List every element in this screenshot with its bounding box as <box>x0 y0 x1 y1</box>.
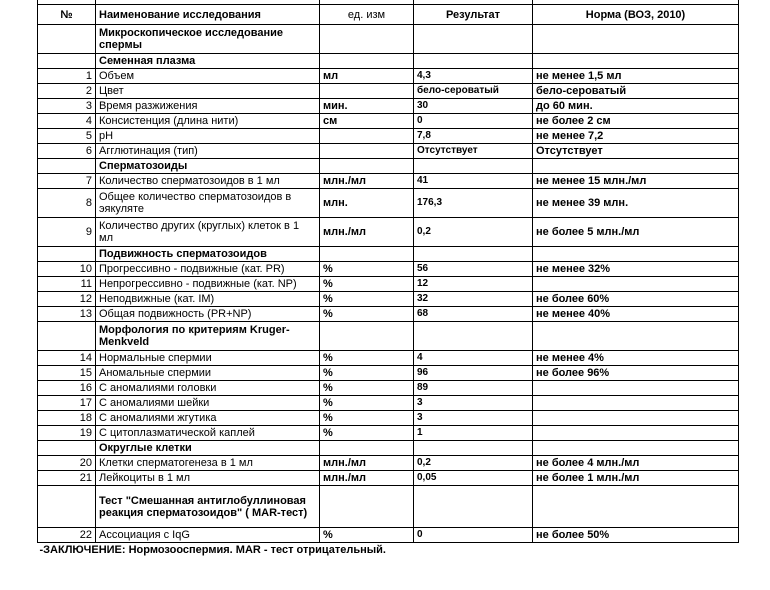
cell-norm: бело-сероватый <box>533 84 739 99</box>
cell-norm: не менее 32% <box>533 262 739 277</box>
table-row <box>38 528 739 543</box>
cell-number: 15 <box>38 366 96 381</box>
cell-result: 4,3 <box>414 69 533 84</box>
section-row <box>38 25 739 54</box>
cell-name: Время разжижения <box>96 99 320 114</box>
cell-unit: млн./мл <box>320 174 414 189</box>
table-row <box>38 366 739 381</box>
conclusion-row <box>38 543 739 558</box>
cell-unit: см <box>320 114 414 129</box>
section-row <box>38 322 739 351</box>
cell-name: Цвет <box>96 84 320 99</box>
cell-name: Количество других (круглых) клеток в 1 мл <box>96 218 320 247</box>
cell-norm: не менее 1,5 мл <box>533 69 739 84</box>
table-row <box>38 307 739 322</box>
results-sheet <box>37 0 738 557</box>
cell-unit: млн. <box>320 189 414 218</box>
header-no: № <box>38 5 96 25</box>
cell-norm <box>533 426 739 441</box>
cell-number: 7 <box>38 174 96 189</box>
cell-number: 14 <box>38 351 96 366</box>
cell-number: 4 <box>38 114 96 129</box>
cell-norm: до 60 мин. <box>533 99 739 114</box>
cell-number: 9 <box>38 218 96 247</box>
cell-name: С аномалиями жгутика <box>96 411 320 426</box>
section-row <box>38 247 739 262</box>
cell-number: 20 <box>38 456 96 471</box>
cell-unit: % <box>320 426 414 441</box>
cell-number: 10 <box>38 262 96 277</box>
cell-unit <box>320 247 414 262</box>
cell-result <box>414 247 533 262</box>
header-norm: Норма (ВОЗ, 2010) <box>533 5 739 25</box>
cell-unit: % <box>320 307 414 322</box>
cell-norm <box>533 247 739 262</box>
cell-norm: не менее 4% <box>533 351 739 366</box>
table-row <box>38 129 739 144</box>
conclusion-text: -ЗАКЛЮЧЕНИЕ: Нормозооспермия. MAR - тест отрицательный. <box>38 543 739 558</box>
section-title: Морфология по критериям Kruger-Menkveld <box>96 322 320 351</box>
table-row <box>38 218 739 247</box>
cell-number: 6 <box>38 144 96 159</box>
cell-number: 17 <box>38 396 96 411</box>
table-row <box>38 144 739 159</box>
cell-result: 30 <box>414 99 533 114</box>
table-row <box>38 456 739 471</box>
cell-norm <box>533 322 739 351</box>
cell-result: 96 <box>414 366 533 381</box>
cell-number <box>38 25 96 54</box>
cell-number: 2 <box>38 84 96 99</box>
cell-result: 1 <box>414 426 533 441</box>
section-row <box>38 441 739 456</box>
cell-norm <box>533 396 739 411</box>
cell-number: 18 <box>38 411 96 426</box>
cell-name: Консистенция (длина нити) <box>96 114 320 129</box>
cell-name: Неподвижные (кат. IM) <box>96 292 320 307</box>
cell-name: Общая подвижность (PR+NP) <box>96 307 320 322</box>
cell-norm: не менее 7,2 <box>533 129 739 144</box>
cell-unit: % <box>320 262 414 277</box>
cell-unit <box>320 25 414 54</box>
cell-name: С аномалиями головки <box>96 381 320 396</box>
cell-name: Нормальные спермии <box>96 351 320 366</box>
cell-unit: % <box>320 366 414 381</box>
cell-name: Агглютинация (тип) <box>96 144 320 159</box>
cell-number: 1 <box>38 69 96 84</box>
cell-result: 0,2 <box>414 218 533 247</box>
cell-norm <box>533 381 739 396</box>
cell-number <box>38 159 96 174</box>
cell-result: 12 <box>414 277 533 292</box>
cell-unit <box>320 441 414 456</box>
cell-name: Общее количество сперматозоидов в эякуляте <box>96 189 320 218</box>
cell-norm: не более 5 млн./мл <box>533 218 739 247</box>
cell-result: 3 <box>414 411 533 426</box>
cell-name: С цитоплазматической каплей <box>96 426 320 441</box>
cell-norm <box>533 159 739 174</box>
cell-result: 3 <box>414 396 533 411</box>
cell-norm <box>533 486 739 528</box>
section-title: Подвижность сперматозоидов <box>96 247 320 262</box>
header-row <box>38 5 739 25</box>
section-row <box>38 486 739 528</box>
cell-number <box>38 247 96 262</box>
section-title: Тест "Смешанная антиглобуллиновая реакция сперматозоидов" ( MAR-тест) <box>96 486 320 528</box>
section-title: Округлые клетки <box>96 441 320 456</box>
cell-result <box>414 486 533 528</box>
cell-number: 16 <box>38 381 96 396</box>
cell-norm: не более 96% <box>533 366 739 381</box>
cell-unit: млн./мл <box>320 456 414 471</box>
section-title: Микроскопическое исследование спермы <box>96 25 320 54</box>
cell-number <box>38 486 96 528</box>
cell-number: 3 <box>38 99 96 114</box>
cell-unit: мл <box>320 69 414 84</box>
cell-result: 0 <box>414 114 533 129</box>
cell-result: 89 <box>414 381 533 396</box>
cell-unit <box>320 54 414 69</box>
cell-norm: не менее 15 млн./мл <box>533 174 739 189</box>
cell-unit <box>320 159 414 174</box>
cell-norm: не более 60% <box>533 292 739 307</box>
cell-result: 0,2 <box>414 456 533 471</box>
cell-name: Непрогрессивно - подвижные (кат. NP) <box>96 277 320 292</box>
cell-norm: не более 50% <box>533 528 739 543</box>
table-row <box>38 189 739 218</box>
cell-unit: % <box>320 381 414 396</box>
cell-result: 32 <box>414 292 533 307</box>
cell-unit <box>320 84 414 99</box>
table-row <box>38 99 739 114</box>
table-row <box>38 84 739 99</box>
table-row <box>38 396 739 411</box>
cell-number: 8 <box>38 189 96 218</box>
cell-number: 5 <box>38 129 96 144</box>
cell-unit <box>320 486 414 528</box>
cell-number: 22 <box>38 528 96 543</box>
cell-name: С аномалиями шейки <box>96 396 320 411</box>
cell-name: Количество сперматозоидов в 1 мл <box>96 174 320 189</box>
cell-norm: Отсутствует <box>533 144 739 159</box>
cell-result: 4 <box>414 351 533 366</box>
cell-norm: не более 4 млн./мл <box>533 456 739 471</box>
cell-name: pH <box>96 129 320 144</box>
cell-norm <box>533 54 739 69</box>
cell-number <box>38 322 96 351</box>
cell-number: 13 <box>38 307 96 322</box>
cell-unit: млн./мл <box>320 471 414 486</box>
cell-name: Прогрессивно - подвижные (кат. PR) <box>96 262 320 277</box>
cell-norm <box>533 441 739 456</box>
cell-norm <box>533 277 739 292</box>
cell-name: Клетки сперматогенеза в 1 мл <box>96 456 320 471</box>
results-table <box>37 0 739 557</box>
cell-norm: не менее 39 млн. <box>533 189 739 218</box>
header-result: Результат <box>414 5 533 25</box>
cell-unit: % <box>320 277 414 292</box>
cell-number: 19 <box>38 426 96 441</box>
table-row <box>38 174 739 189</box>
cell-norm: не более 2 см <box>533 114 739 129</box>
cell-unit: % <box>320 411 414 426</box>
cell-number: 12 <box>38 292 96 307</box>
cell-result: 56 <box>414 262 533 277</box>
cell-result <box>414 322 533 351</box>
cell-unit: % <box>320 396 414 411</box>
table-row <box>38 69 739 84</box>
cell-unit <box>320 129 414 144</box>
cell-result: бело-сероватый <box>414 84 533 99</box>
cell-name: Аномальные спермии <box>96 366 320 381</box>
cell-number: 11 <box>38 277 96 292</box>
cell-number <box>38 441 96 456</box>
table-row <box>38 351 739 366</box>
cell-result: 0,05 <box>414 471 533 486</box>
cell-result <box>414 159 533 174</box>
section-title: Семенная плазма <box>96 54 320 69</box>
section-row <box>38 54 739 69</box>
cell-norm: не менее 40% <box>533 307 739 322</box>
cell-name: Объем <box>96 69 320 84</box>
cell-unit <box>320 144 414 159</box>
table-row <box>38 411 739 426</box>
cell-result: 176,3 <box>414 189 533 218</box>
cell-unit: мин. <box>320 99 414 114</box>
cell-norm <box>533 411 739 426</box>
table-row <box>38 114 739 129</box>
cell-unit: млн./мл <box>320 218 414 247</box>
cell-result <box>414 441 533 456</box>
cell-number: 21 <box>38 471 96 486</box>
cell-result <box>414 25 533 54</box>
table-row <box>38 426 739 441</box>
cell-unit <box>320 322 414 351</box>
cell-unit: % <box>320 292 414 307</box>
cell-result <box>414 54 533 69</box>
cell-result: Отсутствует <box>414 144 533 159</box>
header-unit: ед. изм <box>320 5 414 25</box>
cell-name: Ассоциация с IqG <box>96 528 320 543</box>
cell-result: 0 <box>414 528 533 543</box>
header-name: Наименование исследования <box>96 5 320 25</box>
cell-norm <box>533 25 739 54</box>
cell-result: 7,8 <box>414 129 533 144</box>
table-row <box>38 381 739 396</box>
table-row <box>38 292 739 307</box>
section-title: Сперматозоиды <box>96 159 320 174</box>
cell-result: 68 <box>414 307 533 322</box>
cell-unit: % <box>320 351 414 366</box>
table-row <box>38 262 739 277</box>
cell-result: 41 <box>414 174 533 189</box>
cell-number <box>38 54 96 69</box>
cell-name: Лейкоциты в 1 мл <box>96 471 320 486</box>
table-row <box>38 471 739 486</box>
cell-norm: не более 1 млн./мл <box>533 471 739 486</box>
section-row <box>38 159 739 174</box>
cell-unit: % <box>320 528 414 543</box>
table-row <box>38 277 739 292</box>
